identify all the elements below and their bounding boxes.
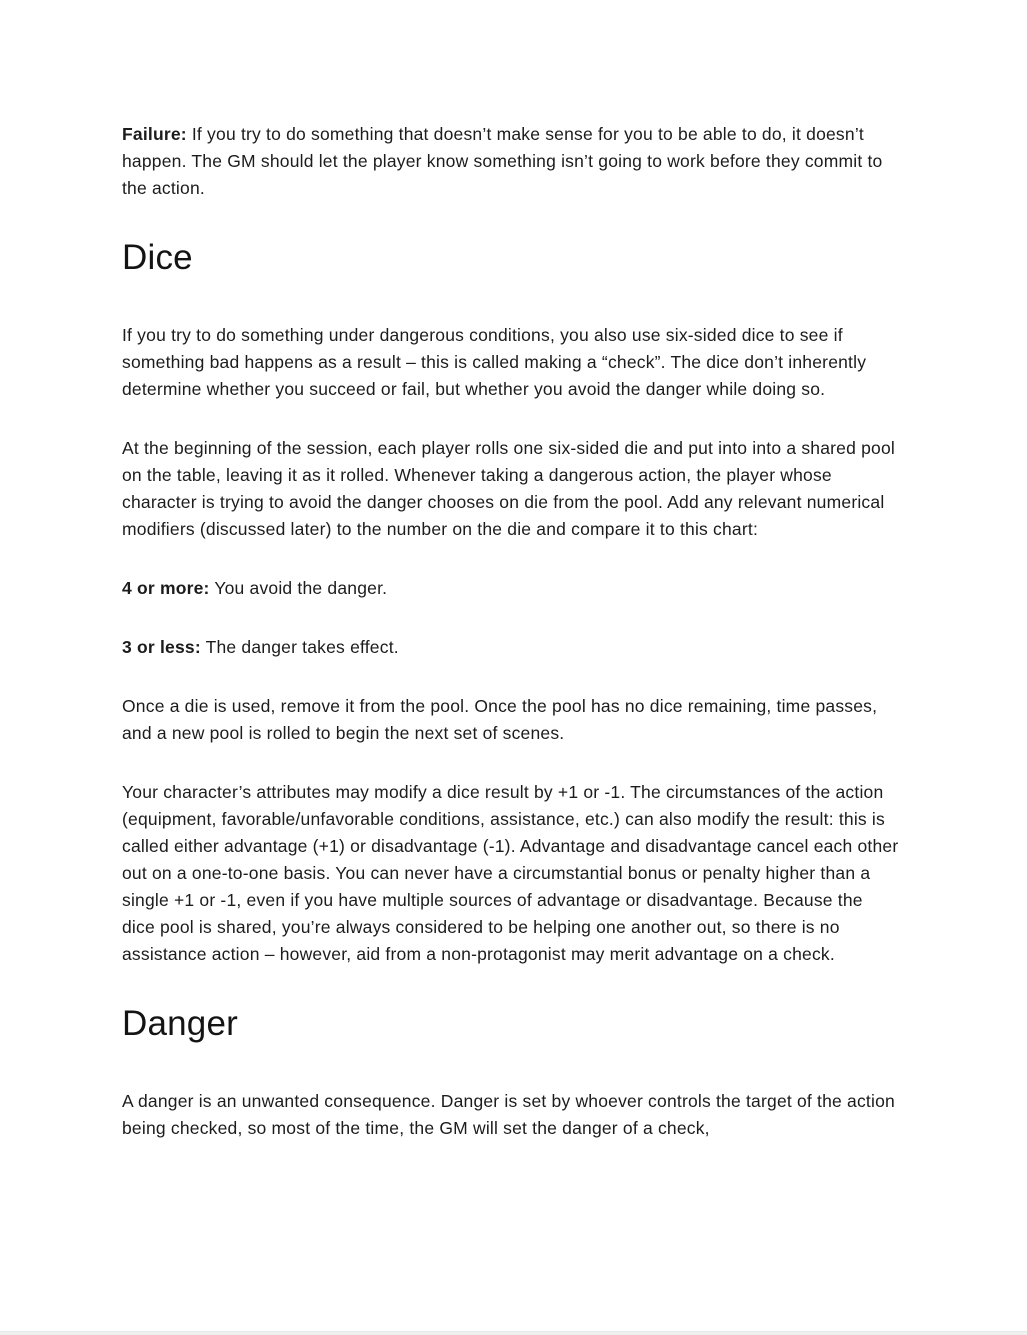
- paragraph-modifiers-body: Your character’s attributes may modify a dice result by +1 or -1. The circumstances of the action (equipment, favorable/unfavorable conditions, assistance, etc.) can also modify the result: this is called either advantage (+1) or disadvantage (-1). Advantage and disadvantage cancel each other out on a one-to-one basis. You can never have a circumstantial bonus or penalty higher than a single +1 or -1, even if you have multiple sources of advantage or disadvantage. Because the dice pool is shared, you’re always considered to be helping one another out, so there is no assistance action – however, aid from a non-protagonist may merit advantage on a check.: [122, 782, 899, 964]
- paragraph-result-4-or-more-body: You avoid the danger.: [209, 578, 388, 598]
- paragraph-failure-lead: Failure:: [122, 124, 187, 144]
- paragraph-dice-pool: [122, 435, 900, 543]
- paragraph-danger-intro: [122, 1088, 900, 1142]
- paragraph-result-3-or-less: [122, 634, 900, 661]
- paragraph-result-4-or-more-lead: 4 or more:: [122, 578, 210, 598]
- paragraph-result-4-or-more: [122, 575, 900, 602]
- paragraph-result-3-or-less-body: The danger takes effect.: [200, 637, 399, 657]
- paragraph-dice-intro-body: If you try to do something under dangerous conditions, you also use six-sided dice to see if something bad happens as a result – this is called making a “check”. The dice don’t inherently determine whether you succeed or fail, but whether you avoid the danger while doing so.: [122, 325, 867, 399]
- paragraph-failure: [122, 121, 900, 202]
- paragraph-dice-intro: [122, 322, 900, 403]
- page-bottom-divider: [0, 1331, 1027, 1335]
- paragraph-result-3-or-less-lead: 3 or less:: [122, 637, 201, 657]
- paragraph-modifiers: [122, 779, 900, 968]
- paragraph-danger-intro-body: A danger is an unwanted consequence. Danger is set by whoever controls the target of the action being checked, so most of the time, the GM will set the danger of a check,: [122, 1091, 895, 1138]
- paragraph-die-used-body: Once a die is used, remove it from the pool. Once the pool has no dice remaining, time passes, and a new pool is rolled to begin the next set of scenes.: [122, 696, 878, 743]
- paragraph-failure-body: If you try to do something that doesn’t make sense for you to be able to do, it doesn’t happen. The GM should let the player know something isn’t going to work before they commit to the action.: [122, 124, 883, 198]
- paragraph-dice-pool-body: At the beginning of the session, each player rolls one six-sided die and put into into a shared pool on the table, leaving it as it rolled. Whenever taking a dangerous action, the player whose character is trying to avoid the danger chooses on die from the pool. Add any relevant numerical modifiers (discussed later) to the number on the die and compare it to this chart:: [122, 438, 895, 539]
- document-content: [122, 121, 900, 1142]
- heading-danger: Danger: [122, 1004, 238, 1043]
- paragraph-die-used: [122, 693, 900, 747]
- heading-dice: Dice: [122, 238, 193, 277]
